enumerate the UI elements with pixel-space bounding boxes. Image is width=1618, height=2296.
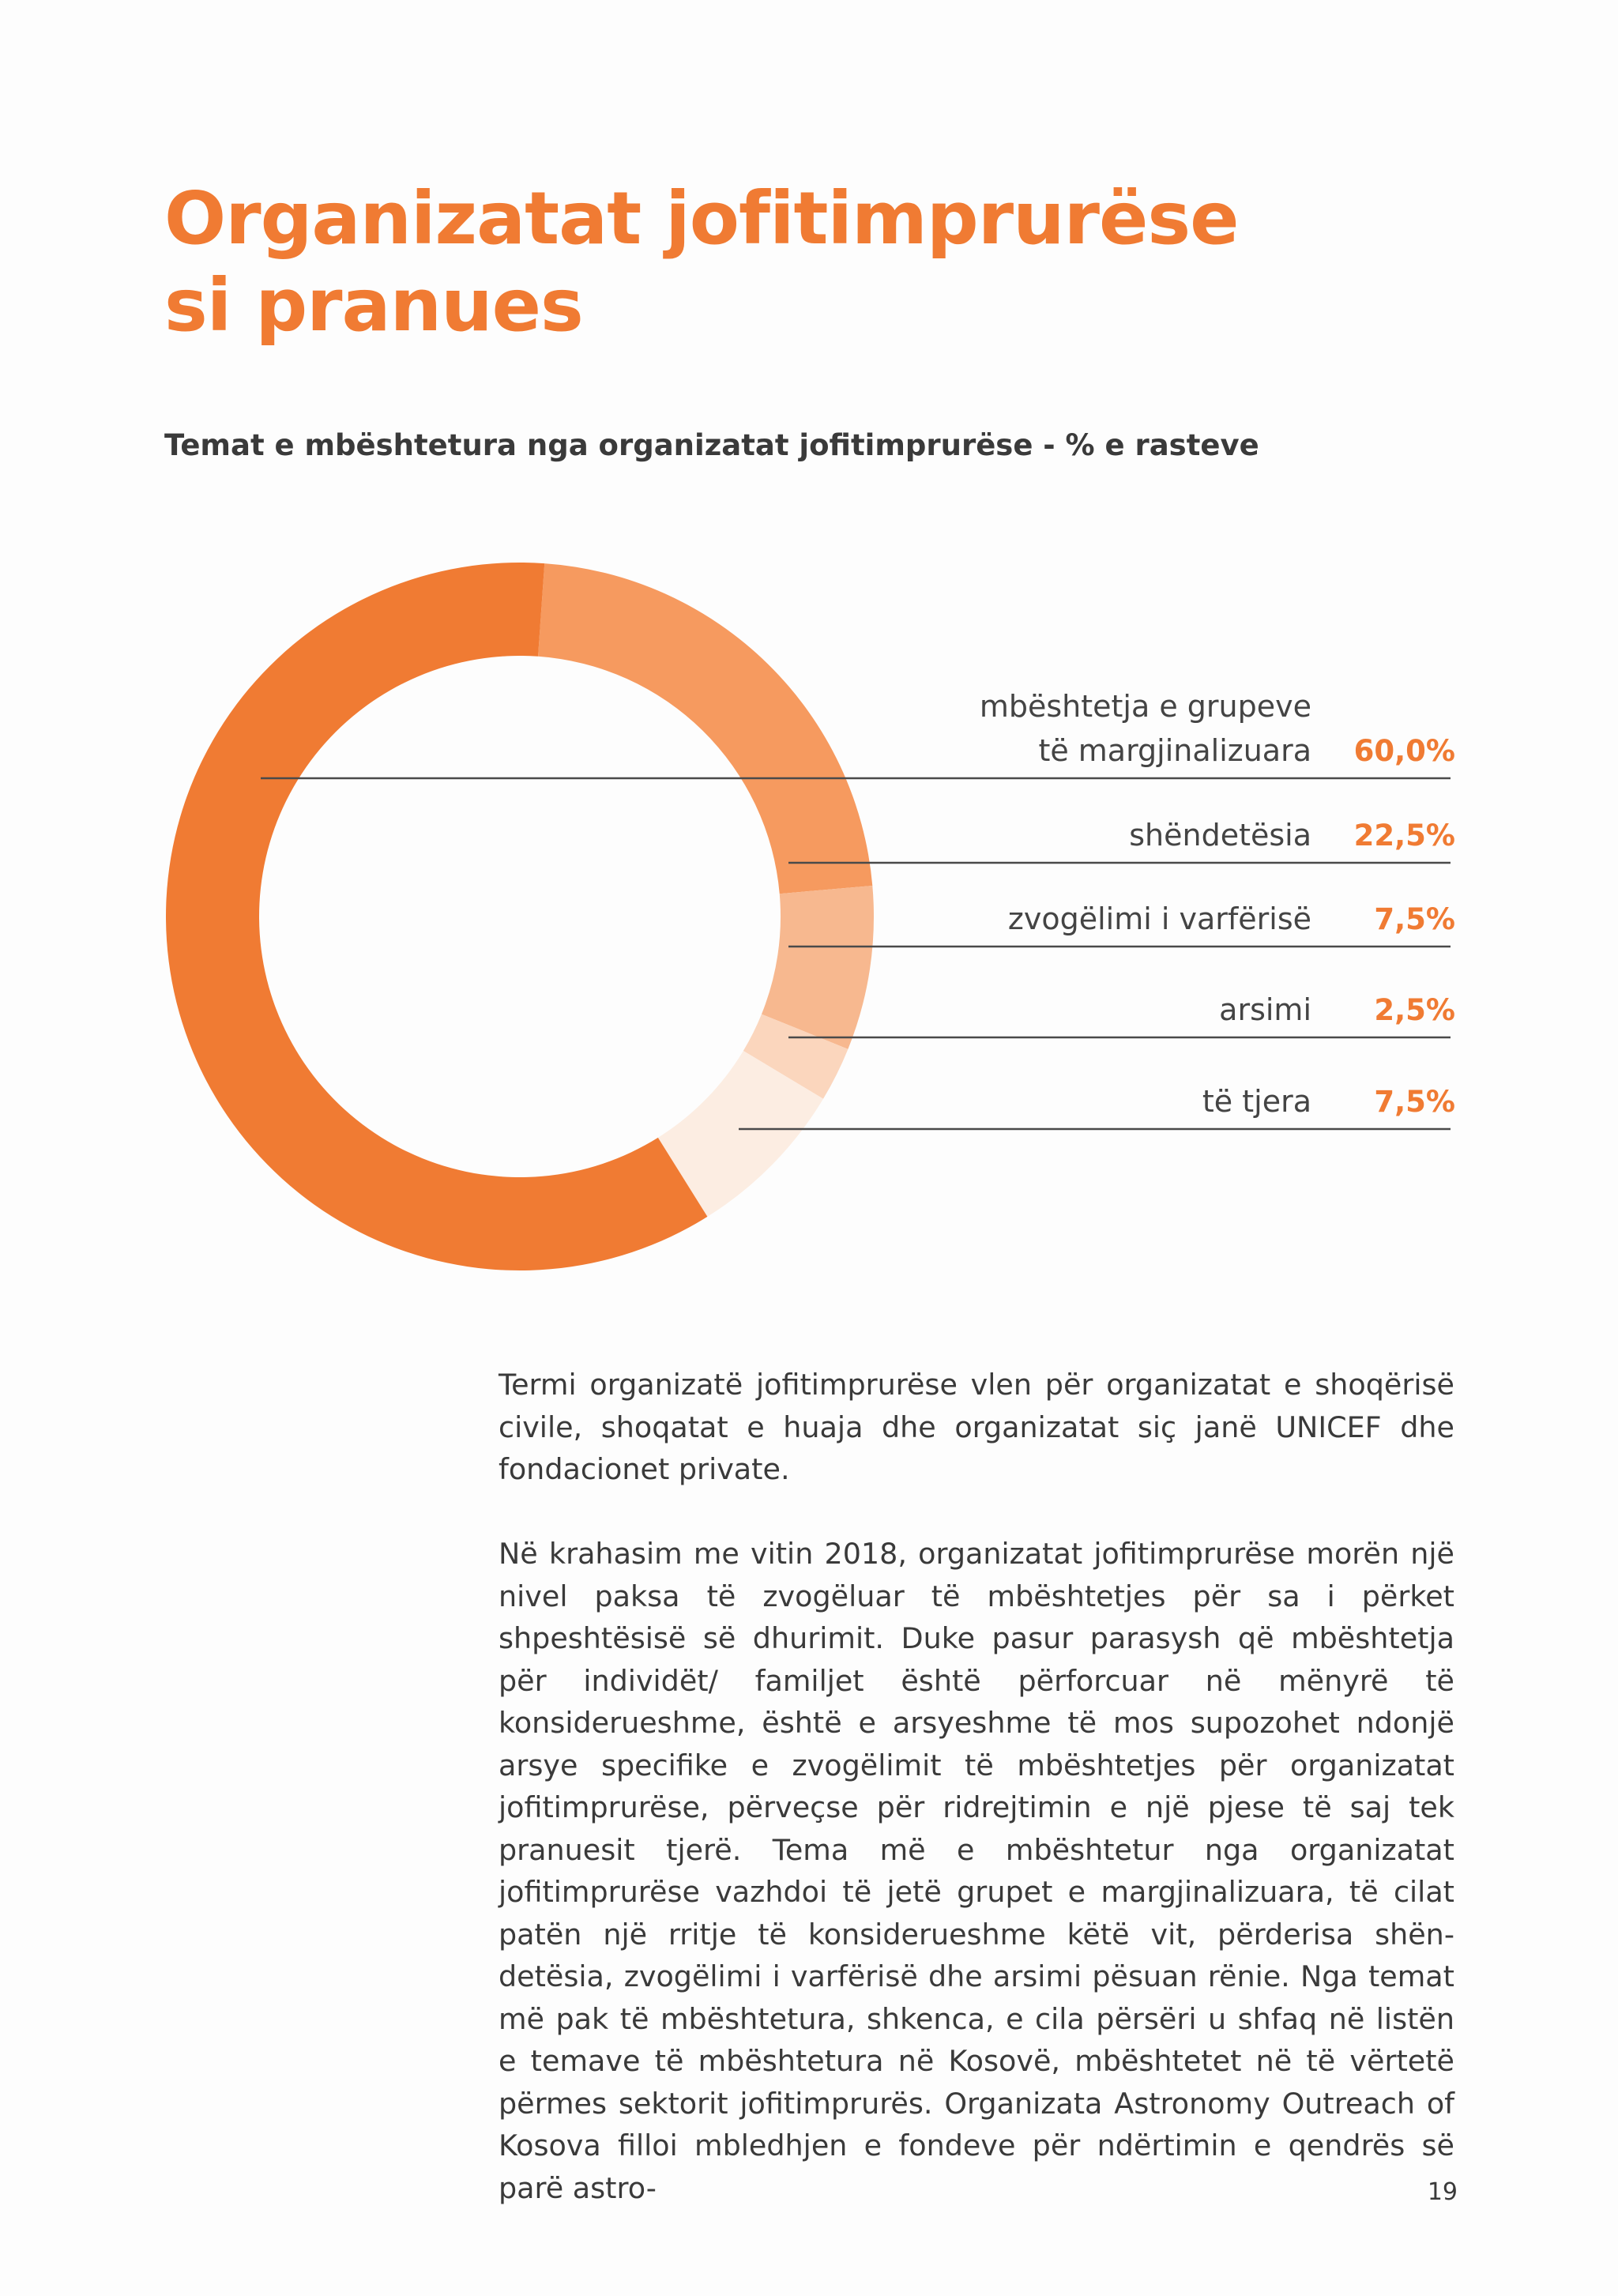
slice-value-label: 2,5% bbox=[1374, 993, 1455, 1027]
slice-label: zvogëlimi i varfërisë bbox=[1007, 901, 1311, 936]
page-title bbox=[164, 175, 1239, 349]
donut-slice bbox=[538, 563, 872, 894]
slice-value-label: 22,5% bbox=[1353, 819, 1455, 853]
slice-label: të tjera bbox=[1202, 1084, 1311, 1119]
slice-label: arsimi bbox=[1219, 992, 1311, 1027]
page-title-line: Organizatat jofitimprurëse bbox=[164, 176, 1239, 261]
page-title-line: si pranues bbox=[164, 263, 583, 348]
slice-value-label: 7,5% bbox=[1374, 902, 1455, 936]
body-paragraph: Në krahasim me vitin 2018, organizatat jofitimprurëse morën një nivel paksa të zvogëluar të mbështetjes për sa i përket shpeshtësisë së dhurimit. Duke pasur parasysh që mbështetja për individët/ familjet është përforcuar në mënyrë të konsiderueshme, është e arsyeshme të mos supozohet ndonjë arsye specifike e zvogëlimit të mbështetjes për organizatat jofitimprurëse, përveçse për ridrejtimin e një pjese të saj tek pranuesit tjerë. Tema më e mbështetur nga organizatat jofitimprurëse vazhdoi të jetë grupet e margjinalizuara, të cilat patën një rritje të konsiderueshme këtë vit, përderisa shëndetësia, zvogëlimi i varfërisë dhe arsimi pësuan rënie. Nga temat më pak të mbështetura, shkenca, e cila përsëri u shfaq në listën e temave të mbështetura në Kosovë, mbështetet në të vërtetë përmes sektorit jofitimprurës. Organizata Astronomy Outreach of Kosova filloi mbledhjen e fondeve për ndërtimin e qendrës së parë astro- bbox=[499, 1537, 1454, 2205]
slice-label: shëndetësia bbox=[1129, 818, 1311, 853]
slice-value-label: 60,0% bbox=[1353, 734, 1455, 768]
slice-value-label: 7,5% bbox=[1374, 1085, 1455, 1119]
slice-label: mbështetja e grupeve bbox=[979, 689, 1311, 724]
donut-chart bbox=[0, 537, 1618, 1296]
page-number: 19 bbox=[1427, 2178, 1458, 2206]
slice-label: të margjinalizuara bbox=[1038, 733, 1311, 768]
body-paragraph: Termi organizatë jofitimprurëse vlen për organizatat e shoqërisë civile, shoqatat e huaja dhe organizatat siç janë UNICEF dhe fondacionet private. bbox=[499, 1368, 1454, 1486]
chart-title: Temat e mbështetura nga organizatat jofitimprurëse - % e rasteve bbox=[164, 428, 1259, 462]
